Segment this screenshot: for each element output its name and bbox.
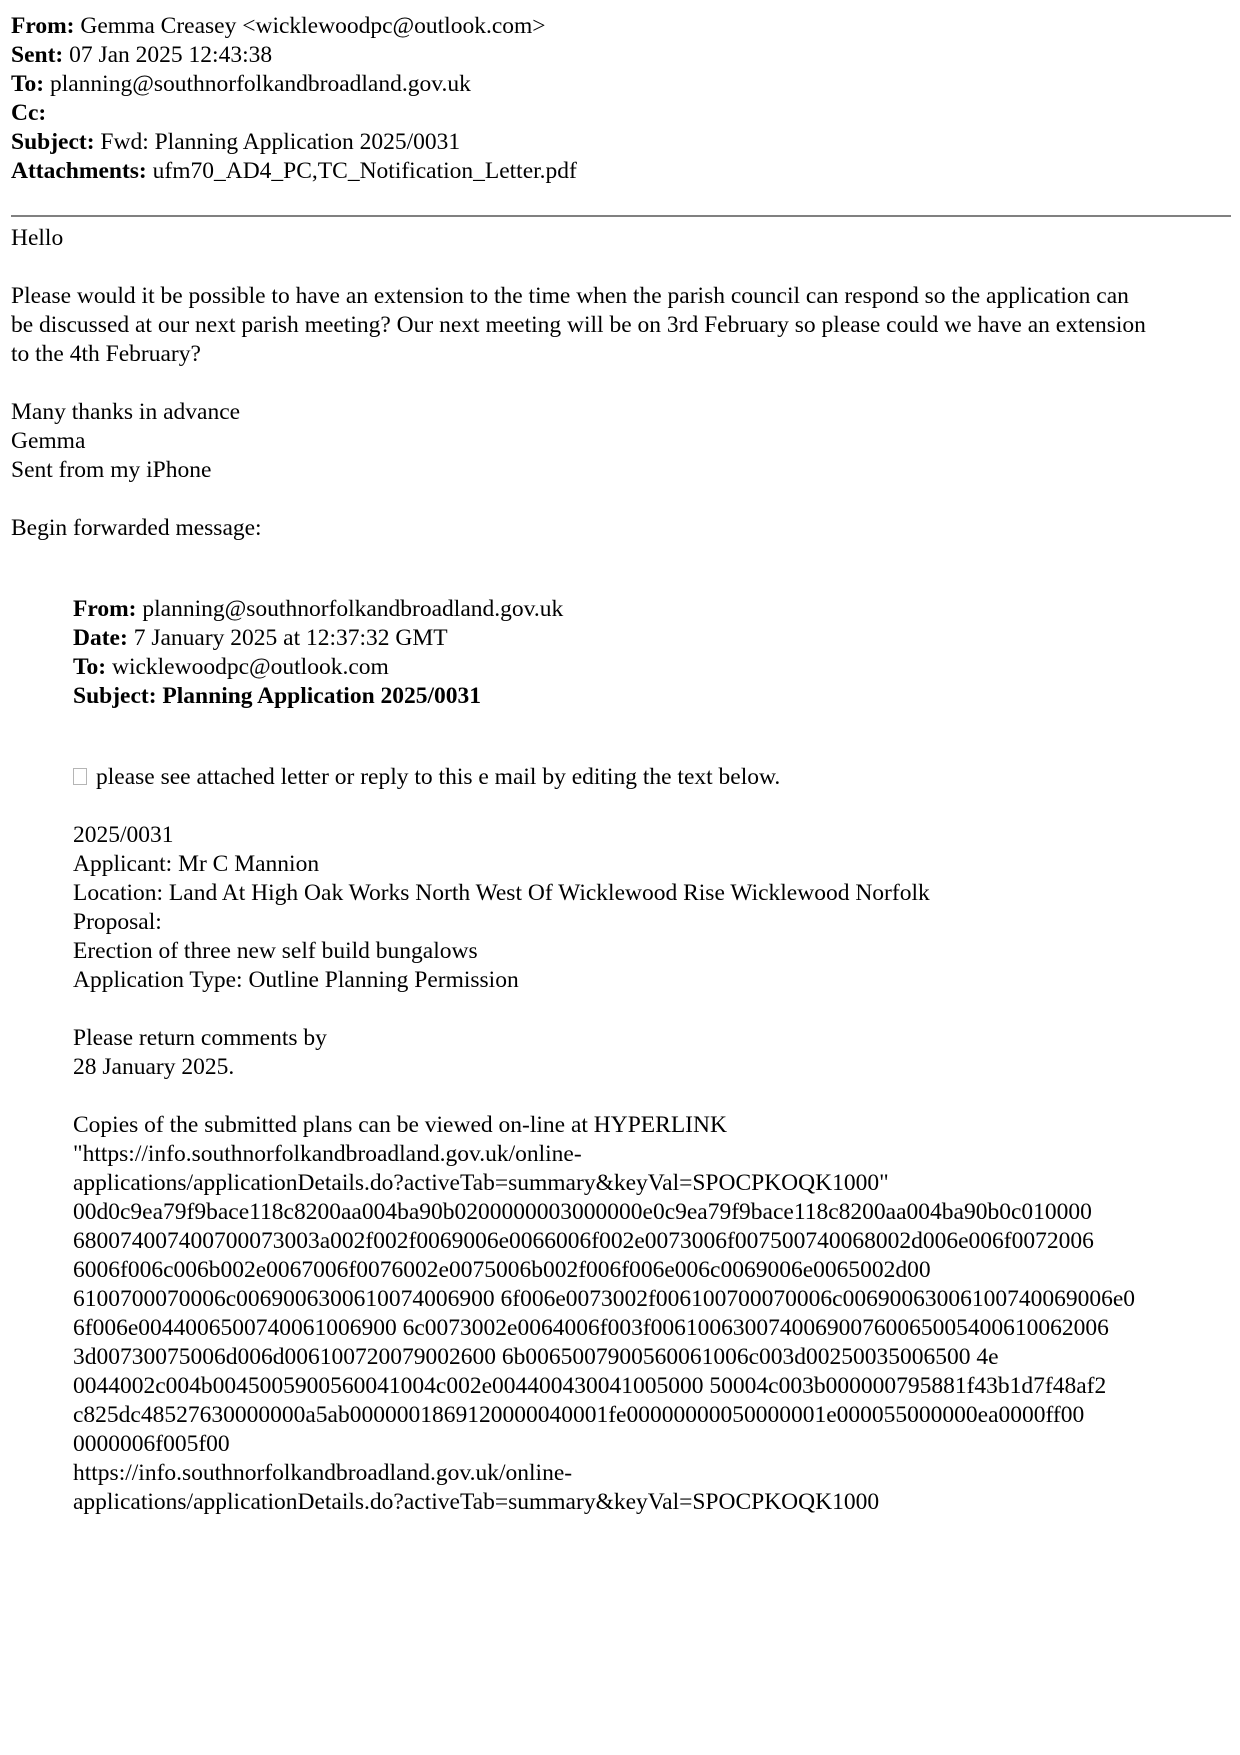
header-from bbox=[11, 12, 1231, 41]
extension-request bbox=[11, 282, 1231, 369]
fwd-to bbox=[73, 653, 1231, 682]
subject-label: Subject: bbox=[11, 129, 95, 155]
email-body bbox=[11, 224, 1231, 543]
forwarded-message bbox=[73, 595, 1231, 1517]
application-type: Application Type: Outline Planning Permission bbox=[73, 967, 519, 993]
hex-line: 6f006e0044006500740061006900 6c0073002e0064006f003f006100630074006900760065005400610062006 bbox=[73, 1315, 1109, 1341]
hex-line: 00d0c9ea79f9bace118c8200aa004ba90b0200000003000000e0c9ea79f9bace118c8200aa004ba90b0c010000 bbox=[73, 1199, 1092, 1225]
copies-line: applications/applicationDetails.do?activeTab=summary&keyVal=SPOCPKOQK1000" bbox=[73, 1170, 889, 1196]
greeting: Hello bbox=[11, 225, 64, 251]
plans-link[interactable]: https://info.southnorfolkandbroadland.gov.uk/online- bbox=[73, 1460, 573, 1486]
fwd-subject bbox=[73, 682, 1231, 711]
email-header bbox=[11, 12, 1231, 186]
forwarded-header bbox=[73, 595, 1231, 711]
hex-line: 680074007400700073003a002f002f0069006e0066006f002e0073006f007500740068002d006e006f0072006 bbox=[73, 1228, 1094, 1254]
fwd-intro-text: please see attached letter or reply to this e mail by editing the text below. bbox=[96, 764, 781, 790]
header-attachments bbox=[11, 157, 1231, 186]
fwd-from bbox=[73, 595, 1231, 624]
copies-line: Copies of the submitted plans can be viewed on-line at HYPERLINK bbox=[73, 1112, 727, 1138]
application-reference: 2025/0031 bbox=[73, 822, 174, 848]
fwd-intro bbox=[73, 763, 1231, 792]
hex-line: 6100700070006c0069006300610074006900 6f006e0073002f006100700070006c00690063006100740069006e0 bbox=[73, 1286, 1135, 1312]
fwd-subject-value: Planning Application 2025/0031 bbox=[162, 683, 482, 709]
header-cc bbox=[11, 99, 1231, 128]
location: Location: Land At High Oak Works North West Of Wicklewood Rise Wicklewood Norfolk bbox=[73, 880, 930, 906]
from-label: From: bbox=[11, 13, 75, 39]
sent-label: Sent: bbox=[11, 42, 64, 68]
fwd-subject-label: Subject: bbox=[73, 683, 157, 709]
header-to bbox=[11, 70, 1231, 99]
fwd-from-value[interactable]: planning@southnorfolkandbroadland.gov.uk bbox=[142, 596, 564, 622]
header-subject bbox=[11, 128, 1231, 157]
closing bbox=[11, 398, 1231, 485]
forward-intro: Begin forwarded message: bbox=[11, 515, 262, 541]
plans-copies bbox=[73, 1111, 1231, 1517]
request-line: Please would it be possible to have an extension to the time when the parish council can respond so the application can bbox=[11, 283, 1129, 309]
fwd-from-label: From: bbox=[73, 596, 137, 622]
device-signature: Sent from my iPhone bbox=[11, 457, 212, 483]
application-details bbox=[73, 821, 1231, 995]
fwd-date-label: Date: bbox=[73, 625, 128, 651]
subject-value: Fwd: Planning Application 2025/0031 bbox=[100, 129, 461, 155]
hex-line: 0000006f005f00 bbox=[73, 1431, 230, 1457]
attachment-link[interactable]: ufm70_AD4_PC,TC_Notification_Letter.pdf bbox=[152, 158, 577, 184]
missing-glyph-icon bbox=[73, 768, 87, 785]
hex-line: 0044002c004b0045005900560041004c002e004400430041005000 50004c003b000000795881f43b1d7f48af2 bbox=[73, 1373, 1107, 1399]
header-sent bbox=[11, 41, 1231, 70]
header-divider bbox=[11, 215, 1231, 217]
spacer bbox=[73, 711, 1231, 763]
closing-line: Many thanks in advance bbox=[11, 399, 241, 425]
fwd-date-value: 7 January 2025 at 12:37:32 GMT bbox=[133, 625, 448, 651]
request-line: be discussed at our next parish meeting? Our next meeting will be on 3rd February so please could we have an extension bbox=[11, 312, 1146, 338]
email-document bbox=[11, 12, 1231, 1517]
deadline-line: Please return comments by bbox=[73, 1025, 327, 1051]
comment-deadline bbox=[73, 1024, 1231, 1082]
sent-value: 07 Jan 2025 12:43:38 bbox=[69, 42, 273, 68]
applicant: Applicant: Mr C Mannion bbox=[73, 851, 320, 877]
plans-link[interactable]: applications/applicationDetails.do?activeTab=summary&keyVal=SPOCPKOQK1000 bbox=[73, 1489, 880, 1515]
fwd-to-value[interactable]: wicklewoodpc@outlook.com bbox=[111, 654, 389, 680]
copies-line: "https://info.southnorfolkandbroadland.gov.uk/online- bbox=[73, 1141, 582, 1167]
fwd-date bbox=[73, 624, 1231, 653]
deadline-date: 28 January 2025. bbox=[73, 1054, 235, 1080]
signature-name: Gemma bbox=[11, 428, 86, 454]
request-line: to the 4th February? bbox=[11, 341, 201, 367]
hex-line: 3d00730075006d006d006100720079002600 6b0065007900560061006c003d00250035006500 4e bbox=[73, 1344, 999, 1370]
from-value[interactable]: Gemma Creasey <wicklewoodpc@outlook.com> bbox=[80, 13, 546, 39]
cc-label: Cc: bbox=[11, 100, 47, 126]
attachments-label: Attachments: bbox=[11, 158, 147, 184]
to-label: To: bbox=[11, 71, 45, 97]
proposal-text: Erection of three new self build bungalows bbox=[73, 938, 478, 964]
proposal-label: Proposal: bbox=[73, 909, 162, 935]
to-value[interactable]: planning@southnorfolkandbroadland.gov.uk bbox=[49, 71, 471, 97]
hex-line: 6006f006c006b002e0067006f0076002e0075006b002f006f006e006c0069006e0065002d00 bbox=[73, 1257, 931, 1283]
hex-line: c825dc48527630000000a5ab0000001869120000040001fe00000000050000001e000055000000ea0000ff00 bbox=[73, 1402, 1085, 1428]
fwd-to-label: To: bbox=[73, 654, 107, 680]
